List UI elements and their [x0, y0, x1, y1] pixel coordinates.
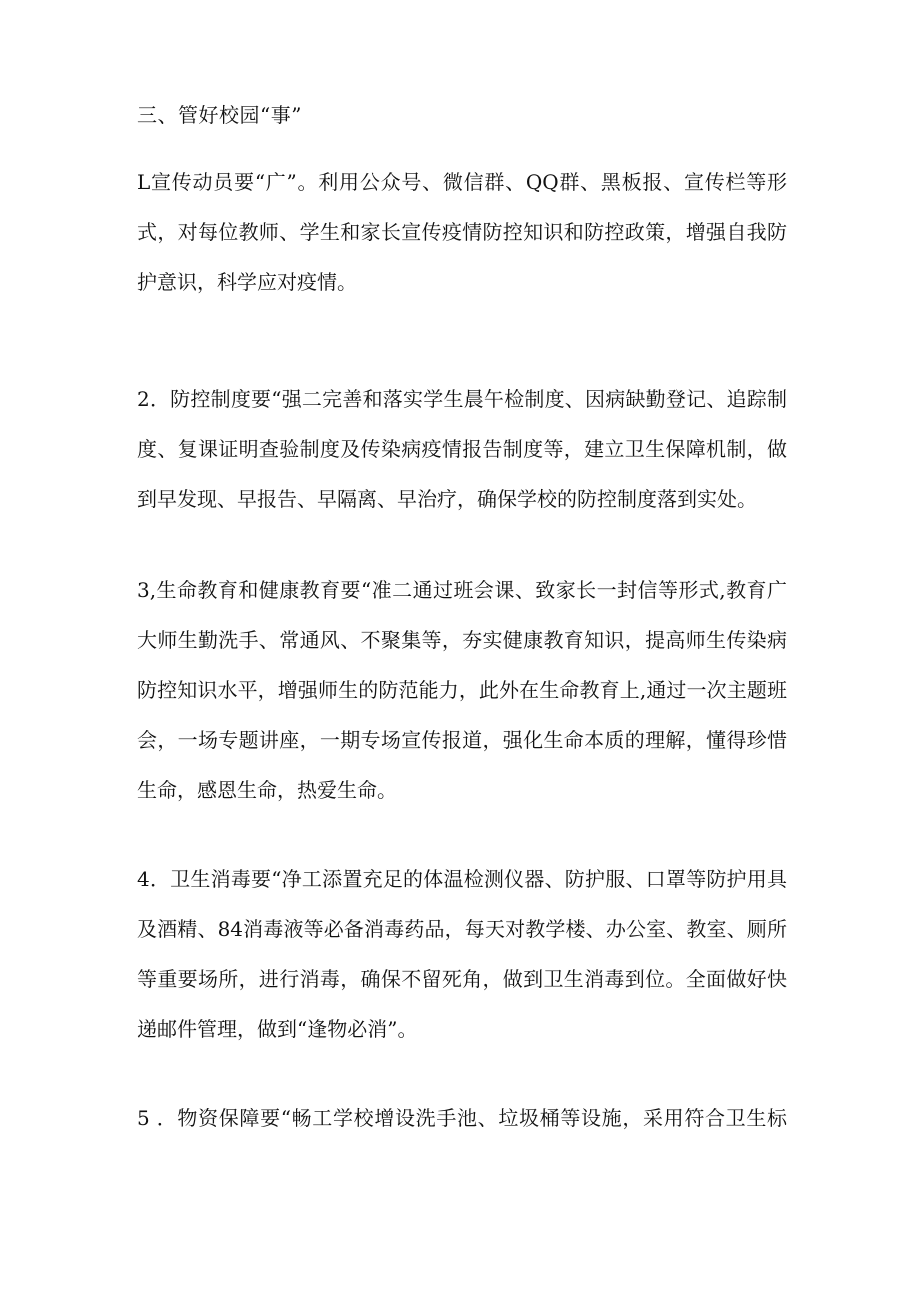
paragraph-line: 度、复课证明查验制度及传染病疫情报告制度等，建立卫生保障机制，做 [137, 437, 787, 461]
paragraph-line: 护意识，科学应对疫情。 [137, 270, 357, 294]
paragraph-line: 等重要场所，进行消毒，确保不留死角，做到卫生消毒到位。全面做好快 [137, 967, 787, 991]
section-heading: 三、管好校园“事” [137, 103, 302, 127]
paragraph-line: 会，一场专题讲座，一期专场宣传报道，强化生命本质的理解，懂得珍惜 [137, 728, 787, 752]
paragraph-health-education [137, 576, 787, 826]
paragraph-line: 3,生命教育和健康教育要“准二通过班会课、致家长一封信等形式,教育广 [137, 578, 787, 602]
paragraph-line: 大师生勤洗手、常通风、不聚集等，夯实健康教育知识，提高师生传染病 [137, 628, 787, 652]
paragraph-line: 防控知识水平，增强师生的防范能力，此外在生命教育上,通过一次主题班 [137, 678, 787, 702]
paragraph-line: 2．防控制度要“强二完善和落实学生晨午检制度、因病缺勤登记、追踪制 [137, 387, 787, 411]
paragraph-line: 5 ．物资保障要“畅工学校增设洗手池、垃圾桶等设施，采用符合卫生标 [137, 1106, 787, 1130]
paragraph-supplies [137, 1104, 787, 1154]
paragraph-line: 及酒精、84消毒液等必备消毒药品，每天对教学楼、办公室、教室、厕所 [137, 917, 787, 941]
paragraph-line: 到早发现、早报告、早隔离、早治疗，确保学校的防控制度落到实处。 [137, 487, 757, 511]
paragraph-disinfection [137, 865, 787, 1065]
paragraph-line: 递邮件管理，做到“逢物必消”。 [137, 1017, 418, 1041]
paragraph-line: L宣传动员要“广”。利用公众号、微信群、QQ群、黑板报、宣传栏等形 [137, 170, 787, 194]
paragraph-line: 式，对每位教师、学生和家长宣传疫情防控知识和防控政策，增强自我防 [137, 220, 787, 244]
paragraph-line: 4．卫生消毒要“净工添置充足的体温检测仪器、防护服、口罩等防护用具 [137, 867, 787, 891]
paragraph-line: 生命，感恩生命，热爱生命。 [137, 778, 397, 802]
paragraph-control-system [137, 385, 787, 535]
paragraph-publicity [137, 168, 787, 318]
